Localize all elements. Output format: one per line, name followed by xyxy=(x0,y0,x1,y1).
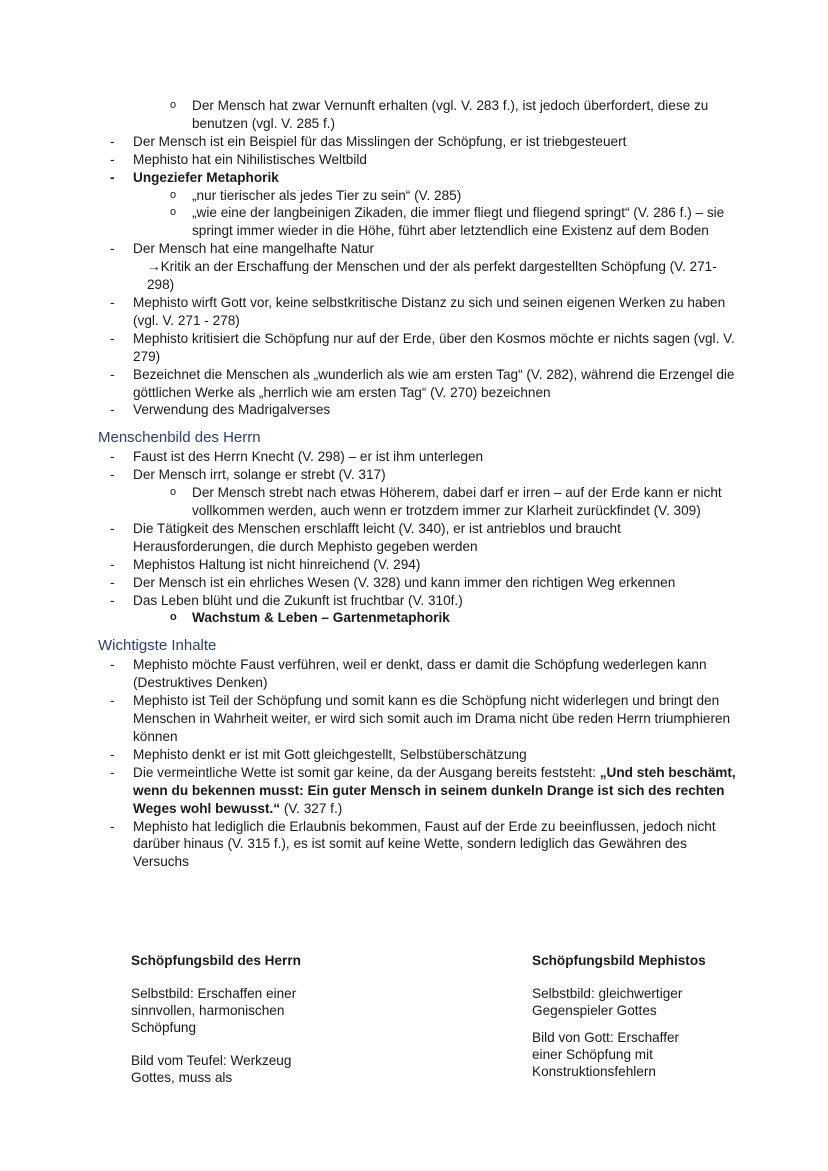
list-item: - Der Mensch irrt, solange er strebt (V. 317) xyxy=(98,466,738,484)
column-text: Bild vom Teufel: Werkzeug Gottes, muss als xyxy=(131,1053,292,1085)
section-heading: Menschenbild des Herrn xyxy=(98,429,261,447)
verse-ref: (V. 327 f.) xyxy=(280,800,343,816)
list-item: - Mephisto hat ein Nihilistisches Weltbild xyxy=(98,151,738,169)
quote-bold: „Und steh beschämt, wenn du bekennen musst: Ein guter Mensch in seinem dunkeln Drange ist sich des rechten Weges wohl bewusst.“ xyxy=(133,764,736,816)
notes-content xyxy=(98,97,738,871)
column-text: Selbstbild: Erschaffen einer sinnvollen, harmonischen Schöpfung xyxy=(131,986,297,1035)
list-item: - Bezeichnet die Menschen als „wunderlich als wie am ersten Tag“ (V. 282), während die Erzengel die göttlichen Werke als „herrlich wie am ersten Tag“ (V. 270) bezeichnen xyxy=(98,366,738,402)
column-text: Selbstbild: gleichwertiger Gegenspieler Gottes xyxy=(532,986,683,1018)
list-item: - Mephisto kritisiert die Schöpfung nur auf der Erde, über den Kosmos möchte er nichts sagen (vgl. V. 279) xyxy=(98,330,738,366)
list-item: - Der Mensch ist ein Beispiel für das Misslingen der Schöpfung, er ist triebgesteuert xyxy=(98,133,738,151)
list-item: - Verwendung des Madrigalverses xyxy=(98,401,738,419)
list-item: - Faust ist des Herrn Knecht (V. 298) – er ist ihm unterlegen xyxy=(98,448,738,466)
table-column-left xyxy=(131,952,321,1102)
list-item: - Die Tätigkeit des Menschen erschlafft leicht (V. 340), er ist antrieblos und braucht Herausforderungen, die durch Mephisto gegeben werden xyxy=(98,520,738,556)
list-item xyxy=(98,764,738,818)
list-item: - Mephisto denkt er ist mit Gott gleichgestellt, Selbstüberschätzung xyxy=(98,746,738,764)
column-text: Bild von Gott: Erschaffer einer Schöpfung mit Konstruktionsfehlern xyxy=(532,1030,680,1079)
table-column-right xyxy=(532,952,707,1096)
list-item: - Mephistos Haltung ist nicht hinreichend (V. 294) xyxy=(98,556,738,574)
column-heading: Schöpfungsbild Mephistos xyxy=(532,953,706,968)
section-heading: Wichtigste Inhalte xyxy=(98,637,217,655)
list-item: o Der Mensch strebt nach etwas Höherem, dabei darf er irren – auf der Erde kann er nicht vollkommen werden, auch wenn er trotzdem immer zur Klarheit zurückfindet (V. 309) xyxy=(98,484,738,520)
list-item: - Mephisto wirft Gott vor, keine selbstkritische Distanz zu sich und seinen eigenen Werken zu haben (vgl. V. 271 - 278) xyxy=(98,294,738,330)
list-item: o Der Mensch hat zwar Vernunft erhalten (vgl. V. 283 f.), ist jedoch überfordert, diese zu benutzen (vgl. V. 285 f.) xyxy=(98,97,738,133)
list-item: o Wachstum & Leben – Gartenmetaphorik xyxy=(98,609,738,627)
list-item: - Der Mensch hat eine mangelhafte Natur xyxy=(98,240,738,258)
list-item: - Der Mensch ist ein ehrliches Wesen (V. 328) und kann immer den richtigen Weg erkennen xyxy=(98,574,738,592)
column-heading: Schöpfungsbild des Herrn xyxy=(131,953,301,968)
list-item: o „nur tierischer als jedes Tier zu sein“ (V. 285) xyxy=(98,187,738,205)
list-item: - Mephisto möchte Faust verführen, weil er denkt, dass er damit die Schöpfung wederlegen kann (Destruktives Denken) xyxy=(98,656,738,692)
list-item: - Mephisto ist Teil der Schöpfung und somit kann es die Schöpfung nicht widerlegen und bringt den Menschen in Wahrheit weiter, er wird sich somit auch im Drama nicht übe reden Herrn triumphieren können xyxy=(98,692,738,746)
list-item: - Mephisto hat lediglich die Erlaubnis bekommen, Faust auf der Erde zu beeinflussen, jedoch nicht darüber hinaus (V. 315 f.), es ist somit auf keine Wette, sondern lediglich das Gewähren des Versuchs xyxy=(98,818,738,872)
item-text: Die vermeintliche Wette ist somit gar keine, da der Ausgang bereits feststeht: xyxy=(133,764,600,780)
list-item: - Ungeziefer Metaphorik xyxy=(98,169,738,187)
arrow-note: →Kritik an der Erschaffung der Menschen und der als perfekt dargestellten Schöpfung (V. 271-298) xyxy=(147,259,717,293)
list-item: - Das Leben blüht und die Zukunft ist fruchtbar (V. 310f.) xyxy=(98,592,738,610)
list-item: o „wie eine der langbeinigen Zikaden, die immer fliegt und fliegend springt“ (V. 286 f.) – sie springt immer wieder in die Höhe, führt aber letztendlich eine Existenz auf dem Boden xyxy=(98,204,738,240)
